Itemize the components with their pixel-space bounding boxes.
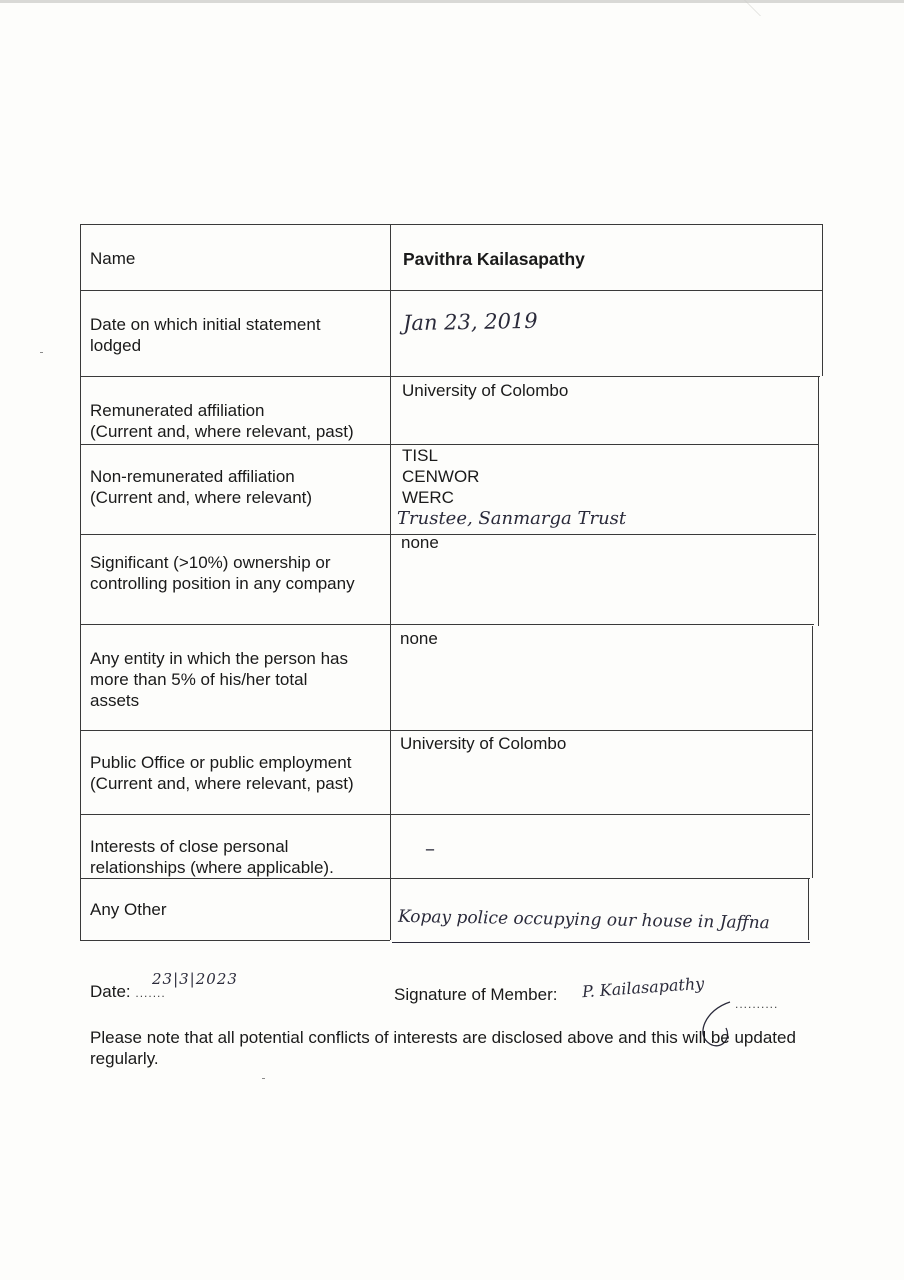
label-significant-ownership: Significant (>10%) ownership or controlling position in any company [90,553,355,593]
page-top-edge [0,0,904,3]
label-date-lodged: Date on which initial statement lodged [90,315,321,355]
signature-label: Signature of Member: [394,985,558,1004]
value-handwritten-trustee: Trustee, Sanmarga Trust [397,508,627,529]
paper-speck [262,1078,265,1079]
label-any-other: Any Other [90,900,167,919]
signature-field [394,985,557,1005]
label-close-relationships: Interests of close personal relationships (where applicable). [90,837,334,877]
disclosure-note: Please note that all potential conflicts of interests are disclosed above and this will be updated regularly. [90,1028,796,1068]
any-other-underline [392,942,810,943]
value-non-remunerated-affiliation: TISL CENWOR WERC [402,446,480,507]
paper-speck [40,352,43,353]
value-date-lodged-handwritten: Jan 23, 2019 [402,308,538,336]
signature-handwritten: P. Kailasapathy [581,973,705,1002]
label-remunerated-affiliation: Remunerated affiliation (Current and, where relevant, past) [90,401,354,441]
value-any-other-handwritten: Kopay police occupying our house in Jaffna [397,906,770,934]
label-non-remunerated-affiliation: Non-remunerated affiliation (Current and, where relevant) [90,467,313,507]
value-name: Pavithra Kailasapathy [403,249,585,269]
label-entity-assets: Any entity in which the person has more than 5% of his/her total assets [90,649,348,710]
label-name: Name [90,249,136,268]
date-value-handwritten: 23|3|2023 [152,970,238,988]
value-remunerated-affiliation: University of Colombo [402,381,569,400]
value-significant-ownership: none [401,533,439,552]
signature-dots: .......... [735,997,779,1011]
date-label: Date: [90,982,131,1001]
value-public-office: University of Colombo [400,734,567,753]
label-public-office: Public Office or public employment (Current and, where relevant, past) [90,753,354,793]
date-dots: ....... [135,986,166,1000]
value-close-relationships-dash: – [425,836,435,860]
value-entity-assets: none [400,629,438,648]
